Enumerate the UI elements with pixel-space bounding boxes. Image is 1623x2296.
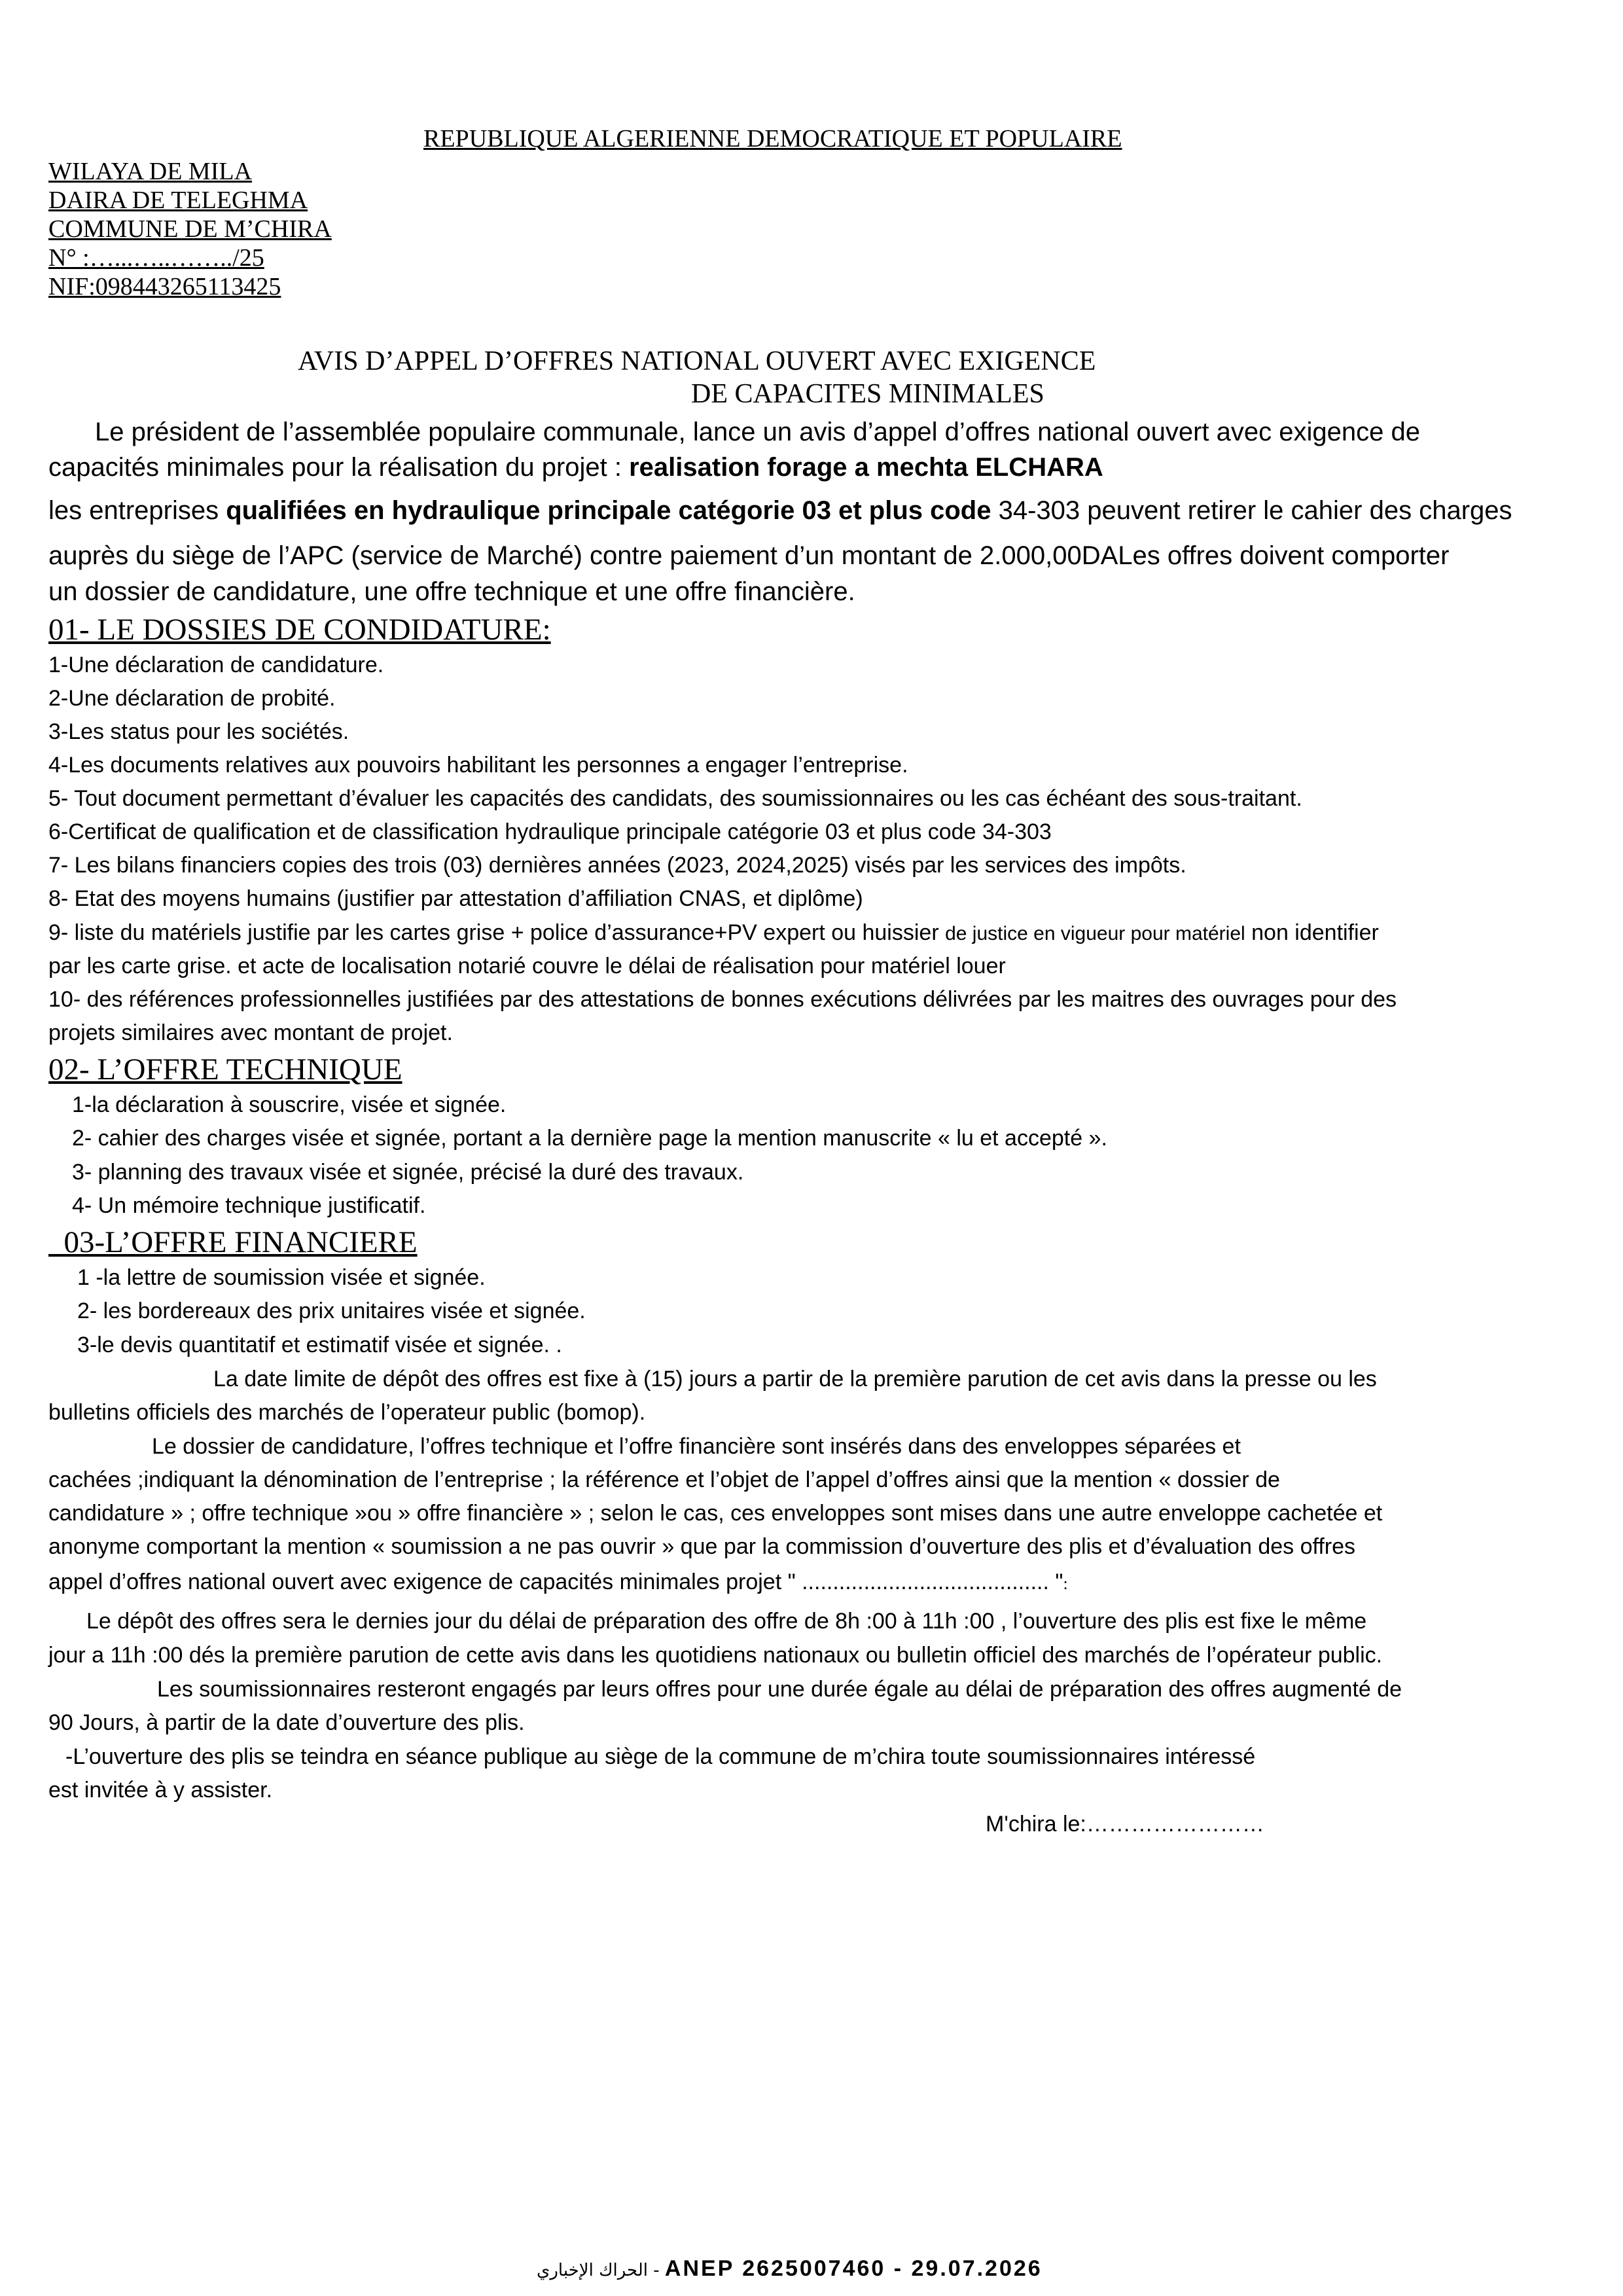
intro-line-4: auprès du siège de l’APC (service de Marché) contre paiement d’un montant de 2.000,00DALes offres doivent comporter	[48, 541, 1450, 570]
deposit-line-2: jour a 11h :00 dés la première parution de cette avis dans les quotidiens nationaux ou bulletin officiel des marchés de l’opérateur public.	[48, 1643, 1383, 1668]
list-item: 3- planning des travaux visée et signée, précisé la duré des travaux.	[72, 1160, 744, 1185]
list-item: 2- cahier des charges visée et signée, portant a la dernière page la mention manuscrite « lu et accepté ».	[72, 1126, 1107, 1151]
republic-header: REPUBLIQUE ALGERIENNE DEMOCRATIQUE ET POPULAIRE	[423, 125, 1122, 152]
list-item: 4-Les documents relatives aux pouvoirs habilitant les personnes a engager l’entreprise.	[48, 753, 908, 778]
validity-line-2: 90 Jours, à partir de la date d’ouverture des plis.	[48, 1710, 525, 1735]
opening-line-2: est invitée à y assister.	[48, 1778, 273, 1803]
opening-line-1: -L’ouverture des plis se teindra en séance publique au siège de la commune de m’chira toute soumissionnaires intéressé	[65, 1744, 1256, 1769]
anep-reference: ANEP 2625007460 - 29.07.2026	[664, 2256, 1043, 2281]
list-item: 7- Les bilans financiers copies des trois (03) dernières années (2023, 2024,2025) visés par les services des impôts.	[48, 853, 1186, 878]
validity-line-1: Les soumissionnaires resteront engagés par leurs offres pour une durée égale au délai de préparation des offres augmenté de	[157, 1677, 1402, 1702]
section-dossier-heading: 01- LE DOSSIES DE CONDIDATURE:	[48, 613, 551, 647]
list-item: 5- Tout document permettant d’évaluer les capacités des candidats, des soumissionnaires ou les cas échéant des sous-traitant.	[48, 786, 1302, 811]
list-item: 1-Une déclaration de candidature.	[48, 653, 384, 677]
list-item: 10- des références professionnelles justifiées par des attestations de bonnes exécutions délivrées par les maitres des ouvrages pour des	[48, 987, 1397, 1012]
notice-title-line2: DE CAPACITES MINIMALES	[691, 379, 1044, 409]
daira: DAIRA DE TELEGHMA	[48, 187, 308, 214]
list-item: 3-Les status pour les sociétés.	[48, 719, 349, 744]
wilaya: WILAYA DE MILA	[48, 158, 253, 185]
intro-line-3: les entreprises qualifiées en hydraulique principale catégorie 03 et plus code 34-303 peuvent retirer le cahier des charges	[48, 496, 1512, 525]
deposit-line-1: Le dépôt des offres sera le dernies jour du délai de préparation des offre de 8h :00 à 11h :00 , l’ouverture des plis est fixe le même	[86, 1609, 1367, 1634]
list-item: 2- les bordereaux des prix unitaires visée et signée.	[77, 1299, 586, 1323]
section-financiere-heading: 03-L’OFFRE FINANCIERE	[63, 1225, 418, 1259]
list-item: 6-Certificat de qualification et de classification hydraulique principale catégorie 03 et plus code 34-303	[48, 819, 1052, 844]
list-item: 1-la déclaration à souscrire, visée et signée.	[72, 1092, 507, 1117]
list-item: 3-le devis quantitatif et estimatif visée et signée. .	[77, 1333, 562, 1357]
issuer-block	[48, 157, 332, 301]
newspaper-name: الحراك الإخباري -	[537, 2261, 665, 2280]
deadline-line-1: La date limite de dépôt des offres est fixe à (15) jours a partir de la première parution de cet avis dans la presse ou les	[213, 1367, 1377, 1391]
list-item: 8- Etat des moyens humains (justifier par attestation d’affiliation CNAS, et diplôme)	[48, 886, 863, 911]
envelopes-line-5: appel d’offres national ouvert avec exigence de capacités minimales projet " ........................................ ":	[48, 1570, 1068, 1594]
intro-line-1: Le président de l’assemblée populaire communale, lance un avis d’appel d’offres national ouvert avec exigence de	[95, 418, 1420, 446]
section-technique-heading: 02- L’OFFRE TECHNIQUE	[48, 1052, 402, 1086]
list-item: 2-Une déclaration de probité.	[48, 686, 336, 711]
list-item: projets similaires avec montant de projet.	[48, 1020, 453, 1045]
intro-line-5: un dossier de candidature, une offre technique et une offre financière.	[48, 577, 855, 606]
publication-footer	[537, 2256, 1043, 2282]
intro-line-2: capacités minimales pour la réalisation du projet : realisation forage a mechta ELCHARA	[48, 453, 1103, 482]
signature-place-date: M'chira le:……………………	[986, 1812, 1264, 1837]
envelopes-line-2: cachées ;indiquant la dénomination de l’entreprise ; la référence et l’objet de l’appel d’offres ainsi que la mention « dossier de	[48, 1467, 1280, 1492]
deadline-line-2: bulletins officiels des marchés de l’operateur public (bomop).	[48, 1400, 646, 1425]
list-item: par les carte grise. et acte de localisation notarié couvre le délai de réalisation pour matériel louer	[48, 954, 1006, 978]
reference-number: N° :…...…..……../25	[48, 244, 264, 272]
envelopes-line-4: anonyme comportant la mention « soumission a ne pas ouvrir » que par la commission d’ouverture des plis et d’évaluation des offres	[48, 1534, 1356, 1559]
list-item: 1 -la lettre de soumission visée et signée.	[77, 1265, 486, 1290]
list-item: 4- Un mémoire technique justificatif.	[72, 1193, 426, 1218]
envelopes-line-3: candidature » ; offre technique »ou » offre financière » ; selon le cas, ces enveloppes sont mises dans une autre enveloppe cachetée et	[48, 1501, 1383, 1526]
notice-title-line1: AVIS D’APPEL D’OFFRES NATIONAL OUVERT AVEC EXIGENCE	[298, 346, 1096, 376]
list-item: 9- liste du matériels justifie par les cartes grise + police d’assurance+PV expert ou huissier de justice en vigueur pour matériel non identifier	[48, 920, 1379, 945]
nif: NIF:098443265113425	[48, 273, 281, 300]
envelopes-line-1: Le dossier de candidature, l’offres technique et l’offre financière sont insérés dans des enveloppes séparées et	[152, 1434, 1241, 1459]
commune: COMMUNE DE M’CHIRA	[48, 215, 332, 243]
project-name: realisation forage a mechta ELCHARA	[629, 453, 1103, 482]
